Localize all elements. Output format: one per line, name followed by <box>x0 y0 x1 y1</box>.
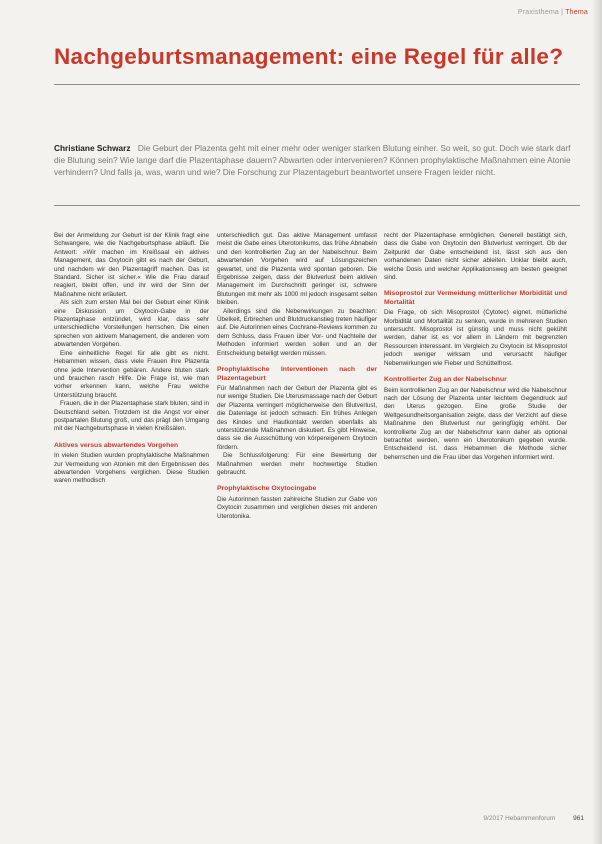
paragraph: unterschiedlich gut. Das aktive Management umfasst meist die Gabe eines Uterotonikums, das frühe Abnabeln und den kontrollierten Zug an der Nabelschnur. Beim abwartenden Vorgehen wird auf Lösungszeichen gewartet, und die Plazenta wird spontan geboren. Die Ergebnisse zeigen, dass der Blutverlust beim aktiven Management im Durchschnitt geringer ist, schwere Blutungen mit mehr als 1000 ml jedoch insgesamt selten bleiben. <box>217 232 377 307</box>
paragraph: Als sich zum ersten Mal bei der Geburt einer Klinik eine Diskussion um Oxytocin-Gabe in der Plazentaphase entzündet, wird klar, dass sehr unterschiedliche Vorstellungen herrschen. Die einen sprechen von aktivem Management, die anderen vom abwartenden Vorgehen. <box>54 299 209 349</box>
paragraph: Frauen, die in der Plazentaphase stark bluten, sind in Deutschland selten. Trotzdem ist die Angst vor einer postpartalen Blutung groß, und das prägt den Umgang mit der Nachgeburtsphase in vielen Kreißsälen. <box>54 400 209 433</box>
text-column-3 <box>384 232 567 462</box>
paragraph: Bei der Anmeldung zur Geburt ist der Klinik fragt eine Schwangere, wie die Nachgeburtsphase abläuft. Die Antwort: »Wir machen im Kreißsaal ein aktives Management, das Oxytocin gibt es nach der Geburt, und nachdem wir den Plazentagriff machen. Das ist Standard. Sicher ist sicher.« Wie die Frau darauf reagiert, bleibt offen, und ihr wird der Sinn der Maßnahme nicht erläutert. <box>54 232 209 298</box>
article-intro <box>54 143 574 178</box>
paragraph: Allerdings sind die Nebenwirkungen zu beachten: Übelkeit, Erbrechen und Blutdruckanstieg treten häufiger auf. Die Autorinnen eines Cochrane-Reviews kommen zu dem Schluss, dass Frauen über Vor- und Nachteile der Methoden informiert werden sollen und an der Entscheidung beteiligt werden müssen. <box>217 307 377 357</box>
title-rule <box>54 84 580 85</box>
article-title: Nachgeburtsmanagement: eine Regel für alle? <box>54 44 564 69</box>
paragraph: In vielen Studien wurden prophylaktische Maßnahmen zur Vermeidung von Atonien mit den Ergebnissen des abwartenden Vorgehens verglichen. Diese Studien waren methodisch <box>54 452 209 485</box>
paragraph: Eine einheitliche Regel für alle gibt es nicht. Hebammen wissen, dass viele Frauen ihre Plazenta ohne jede Intervention gebären. Andere bluten stark und brauchen rasch Hilfe. Die Frage ist, wie man vorher erkennen kann, welche Frau welche Unterstützung braucht. <box>54 349 209 399</box>
header-topic: Thema <box>565 9 588 16</box>
page-footer <box>483 815 584 822</box>
paragraph: Die Autorinnen fassten zahlreiche Studien zur Gabe von Oxytocin zusammen und verglichen dieses mit anderen Uterotonika. <box>217 495 377 520</box>
paragraph: Die Frage, ob sich Misoprostol (Cytotec) eignet, mütterliche Morbidität und Mortalität zu senken, wurde in mehreren Studien untersucht. Misoprostol ist günstig und muss nicht gekühlt werden, daher ist es vor allem in Ländern mit begrenzten Ressourcen interessant. Im Vergleich zu Oxytocin ist Misoprostol jedoch weniger wirksam und verursacht häufiger Nebenwirkungen wie Fieber und Schüttelfrost. <box>384 309 567 367</box>
footer-issue: 9/2017 Hebammenforum <box>483 815 556 822</box>
text-column-2 <box>217 232 377 521</box>
section-heading: Misoprostol zur Vermeidung mütterlicher Morbidität und Mortalität <box>384 290 567 306</box>
paragraph: Für Maßnahmen nach der Geburt der Plazenta gibt es nur wenige Studien. Die Uterusmassage nach der Geburt der Plazenta verringert möglicherweise den Blutverlust, die Datenlage ist jedoch schwach. Ein frühes Anlegen des Kindes und Hautkontakt werden ebenfalls als unterstützende Maßnahmen diskutiert. Es gibt Hinweise, dass sie die Ausschüttung von körpereigenem Oxytocin fördern. <box>217 384 377 451</box>
intro-rule <box>54 205 580 206</box>
page-number: 961 <box>573 815 584 822</box>
text-column-1 <box>54 232 209 486</box>
header-section: Praxisthema <box>517 9 559 16</box>
paragraph: Die Schlussfolgerung: Für eine Bewertung der Maßnahmen werden mehr hochwertige Studien gebraucht. <box>217 452 377 476</box>
paragraph: Beim kontrollierten Zug an der Nabelschnur wird die Nabelschnur nach der Lösung der Plazenta unter leichtem Gegendruck auf den Uterus gezogen. Eine große Studie der Weltgesundheitsorganisation zeigte, dass der Verzicht auf diese Maßnahme den Blutverlust nur geringfügig erhöht. Der kontrollierte Zug an der Nabelschnur kann daher als optional betrachtet werden, wenn ein Uterotonikum gegeben wurde. Entscheidend ist, dass Hebammen die Methode sicher beherrschen und die Frau über das Vorgehen informiert wird. <box>384 386 567 461</box>
page-edge-shadow <box>592 0 602 844</box>
section-heading: Kontrollierter Zug an der Nabelschnur <box>384 376 507 384</box>
section-heading: Aktives versus abwartendes Vorgehen <box>54 441 179 449</box>
running-header: Praxisthema | Thema <box>517 9 588 16</box>
intro-text: Die Geburt der Plazenta geht mit einer mehr oder weniger starken Blutung einher. So weit, so gut. Doch wie stark darf die Blutung sein? Wie lange darf die Plazentaphase dauern? Abwarten oder intervenieren? Können prophylaktische Maßnahmen eine Atonie verhindern? Und falls ja, was, wann und wie? Die Forschung zur Plazentageburt beantwortet unsere Fragen leider nicht. <box>54 143 571 177</box>
section-heading: Prophylaktische Oxytocingabe <box>217 485 317 493</box>
section-heading: Prophylaktische Interventionen nach der Plazentageburt <box>217 366 377 382</box>
author-name: Christiane Schwarz <box>54 143 131 153</box>
paragraph: recht der Plazentaphase ermöglichen. Generell bestätigt sich, dass die Gabe von Oxytocin den Blutverlust verringert. Ob der Zeitpunkt der Gabe entscheidend ist, lässt sich aus den vorhandenen Daten nicht sicher ableiten. Unklar bleibt auch, welche Dosis und welcher Applikationsweg am besten geeignet sind. <box>384 232 567 282</box>
